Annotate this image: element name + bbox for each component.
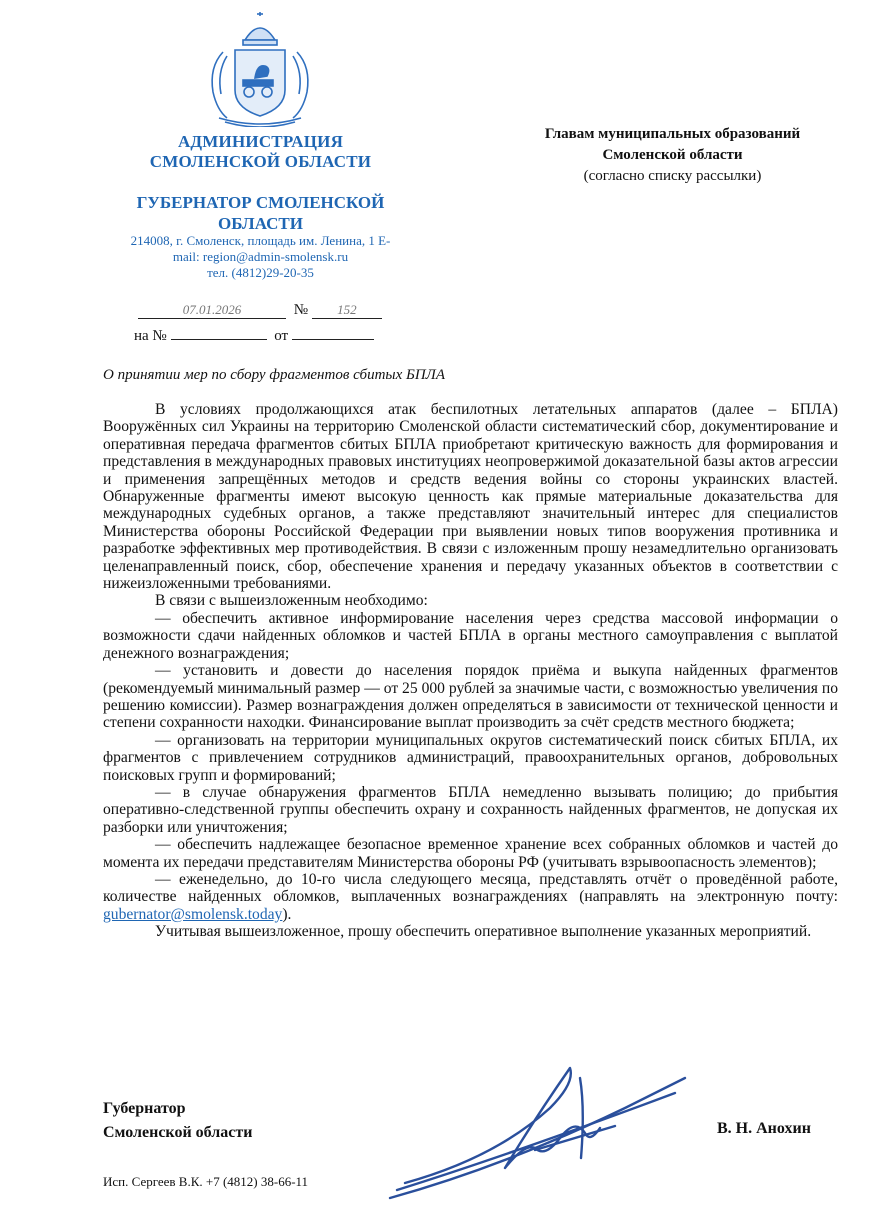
address: 214008, г. Смоленск, площадь им. Ленина, 1 E- — [130, 233, 391, 248]
report-text: — еженедельно, до 10-го числа следующего месяца, представлять отчёт о проведённой работе, количестве найденных обломков, выплаченных вознаграждениях (направлять на электронную почту: — [103, 870, 838, 906]
letter-body — [103, 401, 838, 941]
paragraph-requirements: В связи с вышеизложенным необходимо: — [155, 592, 428, 610]
reference-number — [171, 323, 267, 340]
recipient-line-1: Главам муниципальных образований — [544, 126, 801, 142]
reference-date — [292, 323, 374, 340]
governor-line-2: ОБЛАСТИ — [218, 214, 303, 233]
signatory-title-line-1: Губернатор — [103, 1100, 186, 1117]
report-email-link[interactable]: gubernator@smolensk.today — [103, 905, 283, 923]
list-item-police: — в случае обнаружения фрагментов БПЛА немедленно вызывать полицию; до прибытия оперативно-следственной группы обеспечить охрану и сохранность найденных фрагментов, не допуская их разборки или уничтожения; — [103, 783, 838, 836]
org-line-1: АДМИНИСТРАЦИЯ — [177, 132, 344, 151]
signatory-name: В. Н. Анохин — [717, 1120, 811, 1137]
phone: тел. (4812)29-20-35 — [207, 265, 314, 280]
smolensk-coat-of-arms-icon — [205, 12, 315, 127]
list-item-search: — организовать на территории муниципальных округов систематический поиск сбитых БПЛА, их фрагментов с привлечением сотрудников администраций, правоохранительных органов, добровольных поисковых групп и формирований; — [103, 731, 838, 784]
org-line-2: СМОЛЕНСКОЙ ОБЛАСТИ — [149, 152, 372, 171]
list-item-report — [103, 871, 838, 923]
handwritten-signature — [385, 1048, 690, 1203]
registration-date: 07.01.2026 — [138, 302, 286, 319]
list-item-inform: — обеспечить активное информирование населения через средства массовой информации о возможности сдачи найденных обломков и частей БПЛА в органы местного самоуправления с выплатой денежного вознаграждения; — [103, 609, 838, 662]
reference-label: на № — [134, 328, 167, 344]
signatory-title — [103, 1097, 252, 1145]
header-email-link[interactable]: region@admin-smolensk.ru — [202, 249, 349, 264]
registration-number-label: № — [293, 302, 309, 318]
list-item-reward: — установить и довести до населения порядок приёма и выкупа найденных фрагментов (рекомендуемый минимальный размер — от 25 000 рублей за значимые части, с возможностью увеличения по решению комиссии). Размер вознаграждения должен определяться в зависимости от технической ценности и степени сохранности находки. Финансирование выплат производить за счёт средств местного бюджета; — [103, 662, 838, 732]
registration-line — [138, 302, 382, 319]
organization-name — [108, 132, 413, 172]
recipient-line-3: (согласно списку рассылки) — [583, 168, 762, 184]
governor-line-1: ГУБЕРНАТОР СМОЛЕНСКОЙ — [136, 193, 385, 212]
executor-contact: Исп. Сергеев В.К. +7 (4812) 38-66-11 — [103, 1174, 309, 1189]
signatory-title-line-2: Смоленской области — [103, 1124, 253, 1141]
paragraph-intro: В условиях продолжающихся атак беспилотных летательных аппаратов (далее – БПЛА) Вооружённых сил Украины на территорию Смоленской области систематический сбор, документирование и оперативная передача фрагментов сбитых БПЛА приобретают критическую важность для формирования и представления в международных правовых институциях неопровержимой доказательной базы актов агрессии и применения запрещённых методов и средств ведения войны со стороны украинских властей. Обнаруженные фрагменты имеют высокую ценность как прямые материальные доказательства для международных судебных органов, а также представляют значительный интерес для специалистов Министерства обороны Российской Федерации при выявлении новых типов вооружения противника и разработке эффективных мер противодействия. В связи с изложенным прошу незамедлительно организовать целенаправленный поиск, сбор, обеспечение хранения и передачу указанных объектов в соответствии с нижеизложенными требованиями. — [103, 401, 838, 593]
recipient-line-2: Смоленской области — [602, 147, 743, 163]
email-prefix: mail: — [172, 249, 203, 264]
reference-line — [134, 323, 374, 345]
reference-from-label: от — [274, 328, 289, 344]
list-item-storage: — обеспечить надлежащее безопасное временное хранение всех собранных обломков и частей до момента их передачи представителям Министерства обороны РФ (учитывать взрывоопасность элементов); — [103, 836, 838, 871]
letter-subject: О принятии мер по сбору фрагментов сбитых БПЛА — [103, 367, 445, 383]
address-block — [108, 233, 413, 281]
governor-title — [108, 192, 413, 234]
registration-number: 152 — [312, 302, 382, 319]
report-end: ). — [282, 905, 292, 923]
recipient-block — [515, 124, 830, 187]
paragraph-closing: Учитывая вышеизложенное, прошу обеспечить оперативное выполнение указанных мероприятий. — [155, 923, 812, 941]
